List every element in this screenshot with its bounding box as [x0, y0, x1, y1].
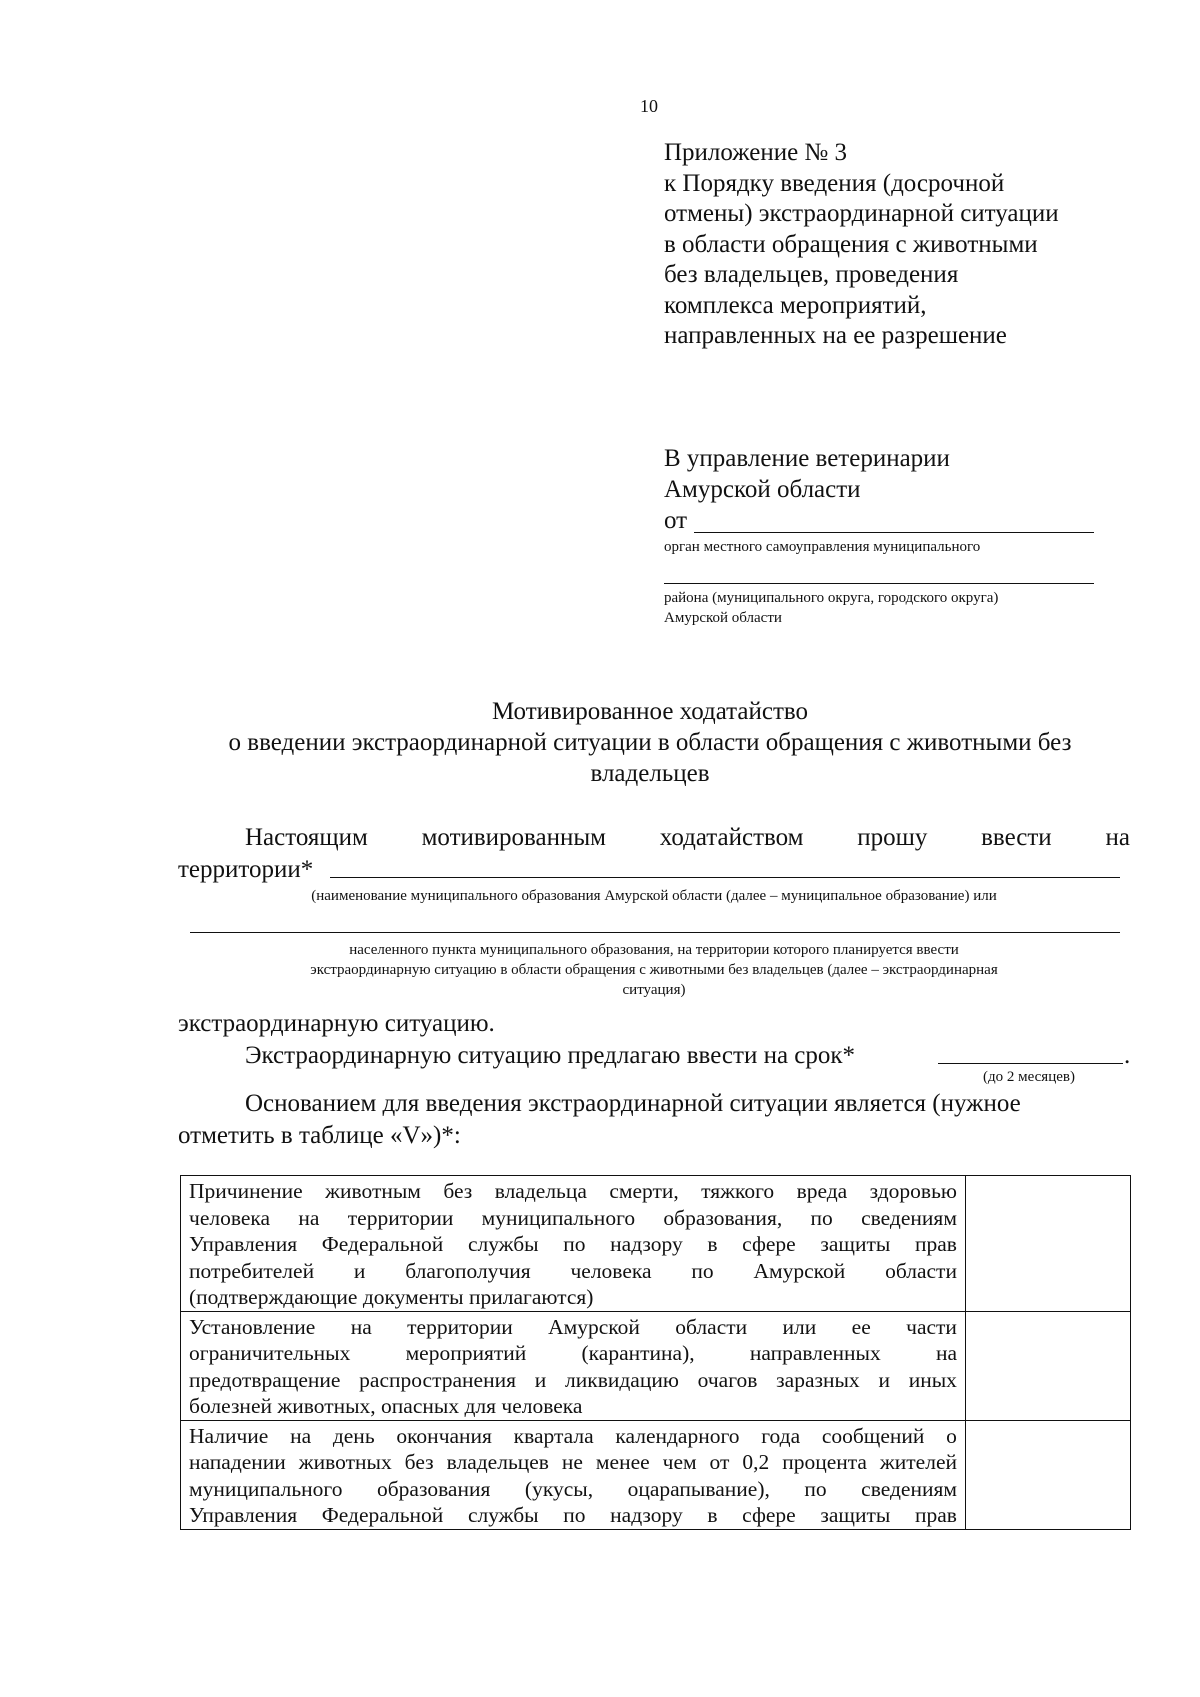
grounds-text-line	[189, 1423, 957, 1450]
petition-word: на	[1105, 824, 1130, 851]
appendix-line: направленных на ее разрешение	[664, 322, 1007, 349]
grounds-word: заразных	[776, 1367, 860, 1392]
grounds-word: службы	[467, 1503, 539, 1527]
grounds-row	[181, 1176, 1131, 1312]
grounds-text-line	[189, 1258, 957, 1285]
petition-word: ходатайством	[659, 824, 804, 851]
grounds-word: на	[290, 1423, 312, 1448]
term-caption: (до 2 месяцев)	[983, 1069, 1075, 1085]
grounds-word: животным	[325, 1179, 421, 1203]
grounds-word: муниципального	[189, 1476, 343, 1501]
grounds-text-line	[189, 1231, 957, 1258]
grounds-word: сведениям	[861, 1476, 957, 1501]
grounds-word: надзору	[610, 1232, 683, 1256]
grounds-word: от	[709, 1450, 730, 1474]
grounds-word: территории	[347, 1205, 454, 1230]
grounds-word: части	[906, 1314, 957, 1339]
basis-line: Основанием для введения экстраординарной ситуации является (нужное	[245, 1090, 1021, 1117]
grounds-word: Федеральной	[321, 1503, 444, 1527]
grounds-word: животных	[298, 1450, 392, 1474]
grounds-word: области	[675, 1314, 748, 1339]
settlement-caption-line: экстраординарную ситуацию в области обращения с животными без владельцев (далее – экстраординарная	[310, 962, 998, 978]
grounds-word: (укусы,	[524, 1476, 594, 1501]
settlement-caption-line: ситуация)	[622, 982, 686, 998]
grounds-text-line	[189, 1314, 957, 1341]
grounds-word: предотвращение	[189, 1367, 341, 1392]
grounds-word: процента	[782, 1450, 867, 1474]
grounds-word: нападении	[189, 1450, 286, 1474]
term-period: .	[1124, 1042, 1131, 1069]
grounds-word: образования,	[663, 1205, 783, 1230]
grounds-word: иных	[908, 1367, 957, 1392]
from-caption: Амурской области	[664, 610, 782, 626]
grounds-word: Амурской	[548, 1314, 640, 1339]
grounds-word: по	[563, 1503, 586, 1527]
grounds-word: не	[561, 1450, 583, 1474]
grounds-word: 0,2	[742, 1450, 770, 1474]
document-title	[170, 696, 1130, 789]
grounds-word: ее	[851, 1314, 871, 1339]
grounds-word: сведениям	[861, 1205, 957, 1230]
grounds-word: очагов	[697, 1367, 758, 1392]
territory-blank-line[interactable]	[330, 877, 1120, 878]
grounds-word: (подтверждающие документы прилагаются)	[189, 1285, 594, 1309]
grounds-word: владельца	[494, 1179, 587, 1203]
grounds-word: на	[350, 1314, 372, 1339]
grounds-word: без	[443, 1179, 473, 1203]
grounds-word: защиты	[820, 1503, 891, 1527]
grounds-word: человека	[189, 1205, 271, 1230]
grounds-text-line	[189, 1340, 957, 1367]
petition-word: ввести	[981, 824, 1052, 851]
grounds-word: ликвидацию	[565, 1367, 679, 1392]
grounds-word: здоровью	[869, 1179, 957, 1203]
grounds-word: в	[707, 1232, 718, 1256]
grounds-word: Управления	[189, 1503, 298, 1527]
addressee-block	[664, 443, 1124, 628]
grounds-word: мероприятий	[405, 1341, 527, 1365]
grounds-word: оцарапывание),	[627, 1476, 770, 1501]
grounds-word: менее	[595, 1450, 650, 1474]
appendix-line: к Порядку введения (досрочной	[664, 169, 1005, 197]
grounds-word: тяжкого	[701, 1179, 775, 1203]
grounds-word: или	[782, 1314, 817, 1339]
settlement-caption	[178, 940, 1130, 1000]
settlement-caption-line: населенного пункта муниципального образования, на территории которого планируется ввести	[349, 942, 959, 958]
grounds-word: образования	[376, 1476, 491, 1501]
grounds-word: сообщений	[821, 1423, 925, 1448]
grounds-word: прав	[914, 1503, 957, 1527]
grounds-word: Наличие	[189, 1423, 269, 1448]
grounds-mark-cell[interactable]	[966, 1420, 1131, 1529]
appendix-line: комплекса мероприятий,	[664, 291, 927, 319]
grounds-word: года	[761, 1423, 801, 1448]
title-line: владельцев	[590, 760, 710, 787]
grounds-word: на	[935, 1341, 957, 1365]
grounds-word: Федеральной	[321, 1232, 444, 1256]
basis-line: отметить в таблице «V»)*:	[178, 1122, 461, 1149]
grounds-text-line	[189, 1476, 957, 1503]
grounds-word: по	[691, 1258, 714, 1283]
grounds-word: Амурской	[753, 1258, 846, 1283]
grounds-text-line	[189, 1284, 957, 1311]
addressee-line: В управление ветеринарии	[664, 445, 950, 472]
grounds-text-line	[189, 1502, 957, 1529]
grounds-word: по	[810, 1205, 833, 1230]
grounds-table	[180, 1175, 1131, 1530]
grounds-word: Причинение	[189, 1179, 303, 1203]
grounds-word: болезней животных, опасных для человека	[189, 1394, 583, 1418]
grounds-word: благополучия	[405, 1258, 531, 1283]
grounds-word: территории	[407, 1314, 513, 1339]
term-blank-line[interactable]	[938, 1063, 1123, 1064]
grounds-word: календарного	[615, 1423, 740, 1448]
page-number: 10	[640, 96, 658, 116]
grounds-word: защиты	[820, 1232, 891, 1256]
grounds-word: день	[332, 1423, 375, 1448]
grounds-text-line	[189, 1178, 957, 1205]
grounds-text-line	[189, 1205, 957, 1232]
grounds-word: направленных	[749, 1341, 881, 1365]
addressee-line: Амурской области	[664, 476, 861, 503]
grounds-word: распространения	[359, 1367, 516, 1392]
grounds-text-cell	[181, 1311, 966, 1420]
grounds-word: Установление	[189, 1314, 316, 1339]
grounds-mark-cell[interactable]	[966, 1176, 1131, 1312]
grounds-word: смерти,	[609, 1179, 679, 1203]
grounds-text-line	[189, 1393, 957, 1420]
grounds-word: квартала	[513, 1423, 594, 1448]
from-blank-line[interactable]	[694, 532, 1094, 533]
grounds-word: без	[404, 1450, 434, 1474]
grounds-word: Управления	[189, 1232, 298, 1256]
grounds-word: потребителей	[189, 1258, 315, 1283]
grounds-word: владельцев	[446, 1450, 549, 1474]
grounds-text-line	[189, 1449, 957, 1476]
from-label: от	[664, 507, 688, 534]
grounds-word: надзору	[610, 1503, 683, 1527]
territory-label: территории*	[178, 856, 314, 883]
grounds-word: сфере	[742, 1503, 796, 1527]
grounds-word: в	[707, 1503, 718, 1527]
grounds-word: муниципального	[481, 1205, 636, 1230]
petition-word: прошу	[857, 824, 928, 851]
grounds-word: по	[563, 1232, 586, 1256]
grounds-word: человека	[570, 1258, 652, 1283]
grounds-word: на	[298, 1205, 320, 1230]
grounds-word: и	[534, 1367, 547, 1392]
term-label: Экстраординарную ситуацию предлагаю ввести на срок*	[245, 1042, 856, 1069]
grounds-word: окончания	[396, 1423, 492, 1448]
grounds-word: и	[878, 1367, 890, 1392]
grounds-word: службы	[467, 1232, 539, 1256]
petition-word: Настоящим	[245, 824, 368, 851]
grounds-word: (карантина),	[581, 1341, 695, 1365]
grounds-word: прав	[914, 1232, 957, 1256]
grounds-word: ограничительных	[189, 1341, 351, 1365]
grounds-word: жителей	[879, 1450, 957, 1474]
grounds-word: и	[353, 1258, 366, 1283]
petition-first-line	[245, 822, 1130, 853]
appendix-line: в области обращения с животными	[664, 230, 1038, 258]
grounds-word: области	[885, 1258, 957, 1283]
appendix-heading	[664, 138, 1134, 352]
grounds-word: вреда	[796, 1179, 848, 1203]
grounds-word: о	[946, 1423, 957, 1448]
from-caption: района (муниципального округа, городского округа)	[664, 590, 999, 606]
grounds-word: по	[804, 1476, 827, 1501]
from-row	[664, 505, 1124, 537]
grounds-mark-cell[interactable]	[966, 1311, 1131, 1420]
grounds-row	[181, 1420, 1131, 1529]
settlement-blank-line[interactable]	[190, 932, 1120, 933]
from-caption: орган местного самоуправления муниципального	[664, 539, 981, 555]
grounds-word: сфере	[742, 1232, 796, 1256]
grounds-text-line	[189, 1367, 957, 1394]
from-blank-line-2[interactable]	[664, 557, 1094, 584]
grounds-text-cell	[181, 1176, 966, 1312]
appendix-line: Приложение № 3	[664, 139, 848, 166]
closing-text: экстраординарную ситуацию.	[178, 1010, 495, 1037]
appendix-line: без владельцев, проведения	[664, 261, 959, 288]
petition-word: мотивированным	[421, 824, 607, 851]
territory-caption: (наименование муниципального образования Амурской области (далее – муниципальное образование) или	[311, 888, 997, 904]
grounds-word: чем	[662, 1450, 697, 1474]
appendix-line: отмены) экстраординарной ситуации	[664, 200, 1059, 227]
title-line: Мотивированное ходатайство	[491, 698, 809, 725]
title-line: о введении экстраординарной ситуации в области обращения с животными без	[228, 729, 1072, 756]
grounds-text-cell	[181, 1420, 966, 1529]
grounds-row	[181, 1311, 1131, 1420]
